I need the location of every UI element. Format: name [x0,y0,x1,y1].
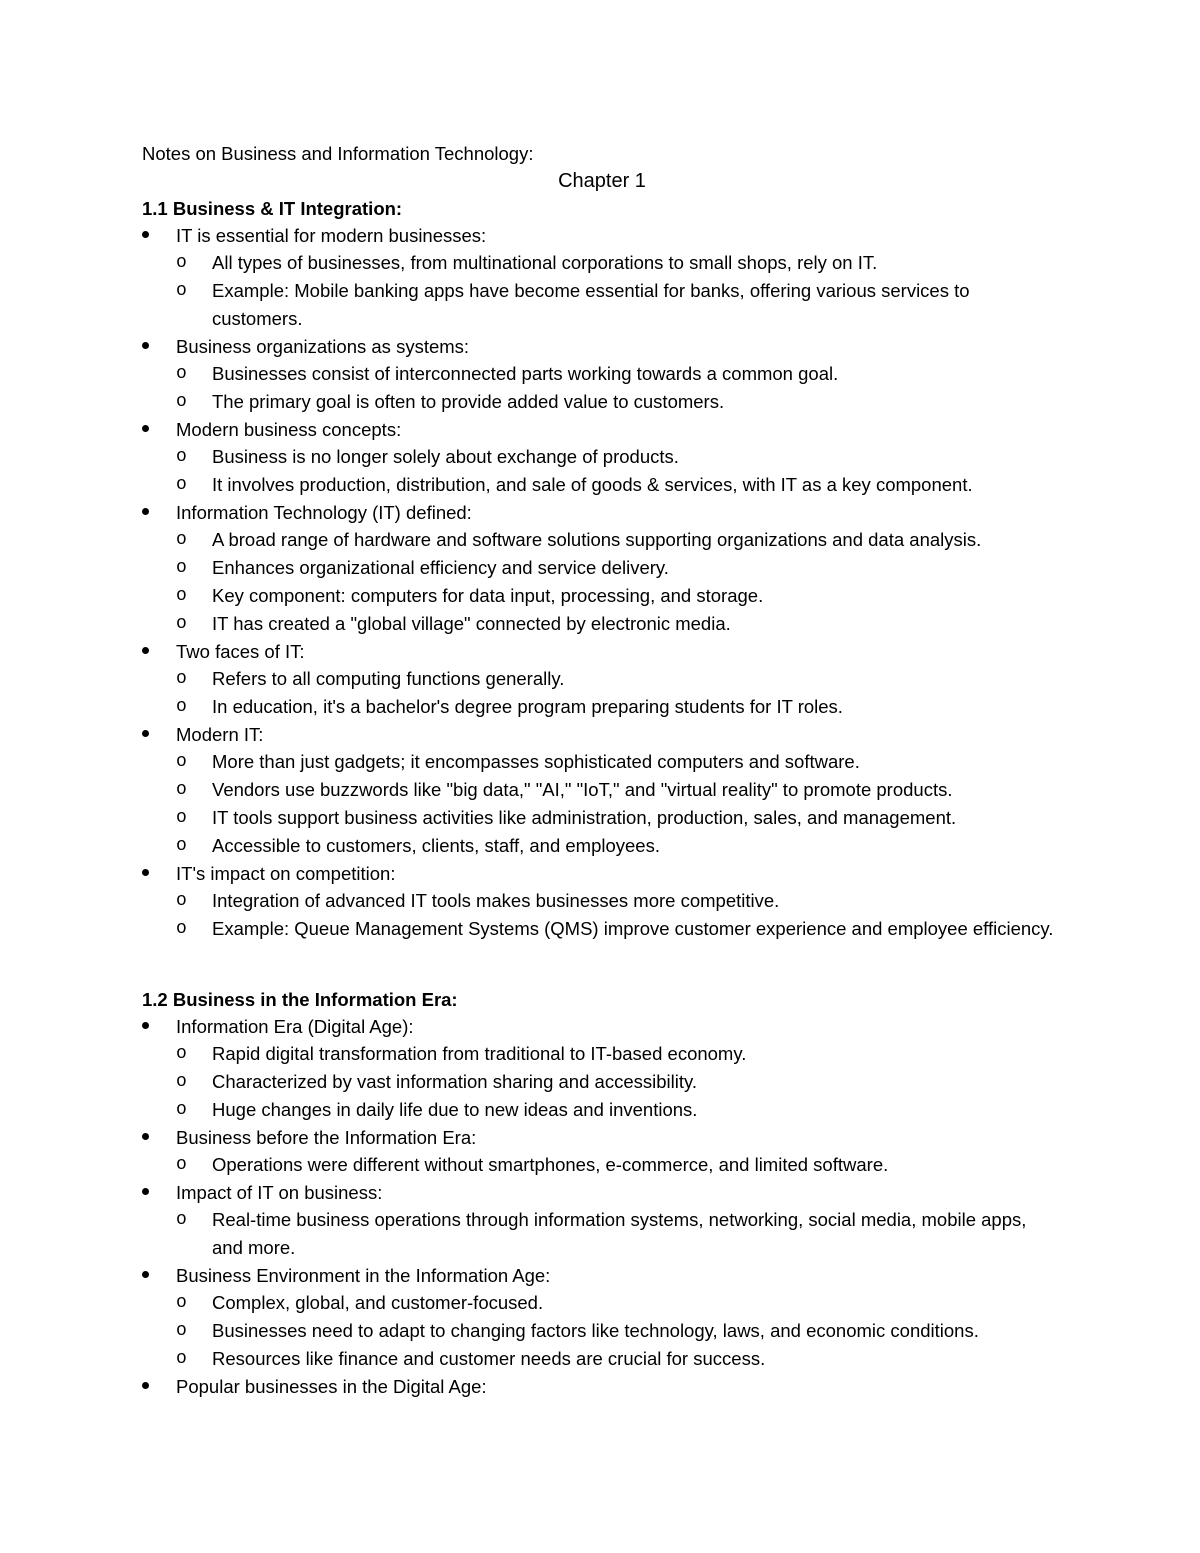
section [142,195,1062,943]
bullet-text: Two faces of IT: [176,641,305,662]
bullet-dot-icon [142,1271,149,1278]
sub-bullet-text: It involves production, distribution, and sale of goods & services, with IT as a key component. [212,474,973,495]
bullet-dot-icon [142,425,149,432]
section [142,986,1062,1400]
sub-bullet-list [176,249,1062,333]
bullet-item [142,1262,1062,1373]
chapter-title: Chapter 1 [558,170,646,192]
sub-bullet-item [142,360,1062,388]
sub-bullet-item [142,471,1062,499]
sub-bullet-item [142,1068,1062,1096]
sub-bullet-item [142,582,1062,610]
bullet-dot-icon [142,730,149,737]
bullet-list [142,222,1062,943]
sub-bullet-item [142,804,1062,832]
bullet-text: Information Era (Digital Age): [176,1016,414,1037]
sub-bullet-marker-icon: o [176,669,187,689]
bullet-dot-icon [142,1188,149,1195]
sub-bullet-marker-icon: o [176,392,187,412]
sub-bullet-item [142,249,1062,277]
document-page [142,141,1062,1400]
sub-bullet-marker-icon: o [176,530,187,550]
sub-bullet-text: Refers to all computing functions generally. [212,668,565,689]
sub-bullet-marker-icon: o [176,281,187,301]
sub-bullet-item [142,693,1062,721]
sub-bullet-text: Characterized by vast information sharing and accessibility. [212,1071,697,1092]
sub-bullet-item [142,526,1062,554]
sub-bullet-item [142,887,1062,915]
sub-bullet-item [142,665,1062,693]
bullet-dot-icon [142,231,149,238]
sub-bullet-text: Complex, global, and customer-focused. [212,1292,544,1313]
sub-bullet-marker-icon: o [176,614,187,634]
bullet-dot-icon [142,647,149,654]
sub-bullet-item [142,1040,1062,1068]
sub-bullet-list [176,443,1062,499]
sub-bullet-text: Accessible to customers, clients, staff, and employees. [212,835,660,856]
bullet-item [142,416,1062,499]
sub-bullet-text: In education, it's a bachelor's degree program preparing students for IT roles. [212,696,843,717]
bullet-dot-icon [142,869,149,876]
bullet-dot-icon [142,508,149,515]
sub-bullet-text: Operations were different without smartphones, e-commerce, and limited software. [212,1154,889,1175]
sub-bullet-marker-icon: o [176,891,187,911]
sub-bullet-item [142,554,1062,582]
bullet-item [142,721,1062,860]
bullet-text: Business before the Information Era: [176,1127,477,1148]
bullet-text: Impact of IT on business: [176,1182,383,1203]
sub-bullet-text: A broad range of hardware and software solutions supporting organizations and data analysis. [212,529,982,550]
document-title: Notes on Business and Information Technology: [142,143,534,164]
sub-bullet-list [176,1206,1062,1262]
bullet-text: Modern business concepts: [176,419,402,440]
sub-bullet-item [142,1151,1062,1179]
bullet-item [142,860,1062,943]
bullet-dot-icon [142,1022,149,1029]
sub-bullet-item [142,776,1062,804]
sub-bullet-marker-icon: o [176,1321,187,1341]
sub-bullet-item [142,1206,1062,1262]
sub-bullet-marker-icon: o [176,1293,187,1313]
sub-bullet-list [176,1289,1062,1373]
sub-bullet-item [142,277,1062,333]
sub-bullet-item [142,388,1062,416]
sub-bullet-text: Businesses need to adapt to changing factors like technology, laws, and economic conditions. [212,1320,979,1341]
sub-bullet-marker-icon: o [176,836,187,856]
bullet-text: Business Environment in the Information Age: [176,1265,551,1286]
sub-bullet-marker-icon: o [176,364,187,384]
sub-bullet-marker-icon: o [176,1072,187,1092]
sub-bullet-item [142,610,1062,638]
sub-bullet-list [176,1040,1062,1124]
sub-bullet-marker-icon: o [176,1044,187,1064]
sub-bullet-text: Key component: computers for data input, processing, and storage. [212,585,764,606]
bullet-item [142,1179,1062,1262]
bullet-item [142,1124,1062,1179]
sub-bullet-item [142,1317,1062,1345]
section-heading: 1.1 Business & IT Integration: [142,198,403,219]
sub-bullet-item [142,1345,1062,1373]
sub-bullet-list [176,360,1062,416]
bullet-list [142,1013,1062,1400]
sub-bullet-text: Example: Mobile banking apps have become essential for banks, offering various services to customers. [212,280,970,329]
sub-bullet-item [142,832,1062,860]
sub-bullet-marker-icon: o [176,1100,187,1120]
bullet-text: Business organizations as systems: [176,336,470,357]
sub-bullet-item [142,915,1062,943]
sub-bullet-text: Example: Queue Management Systems (QMS) improve customer experience and employee efficiency. [212,918,1054,939]
section-heading: 1.2 Business in the Information Era: [142,989,458,1010]
bullet-dot-icon [142,1133,149,1140]
bullet-item [142,638,1062,721]
sub-bullet-marker-icon: o [176,1155,187,1175]
sub-bullet-marker-icon: o [176,558,187,578]
bullet-dot-icon [142,342,149,349]
sub-bullet-marker-icon: o [176,752,187,772]
bullet-item [142,333,1062,416]
sub-bullet-text: IT has created a "global village" connected by electronic media. [212,613,731,634]
bullet-item [142,499,1062,638]
sub-bullet-list [176,748,1062,860]
bullet-text: Popular businesses in the Digital Age: [176,1376,487,1397]
bullet-text: IT's impact on competition: [176,863,396,884]
bullet-item [142,222,1062,333]
sub-bullet-list [176,887,1062,943]
sub-bullet-item [142,1096,1062,1124]
sub-bullet-text: The primary goal is often to provide added value to customers. [212,391,725,412]
sub-bullet-marker-icon: o [176,1210,187,1230]
bullet-dot-icon [142,1382,149,1389]
sub-bullet-text: Integration of advanced IT tools makes businesses more competitive. [212,890,780,911]
sub-bullet-marker-icon: o [176,780,187,800]
sub-bullet-text: Rapid digital transformation from traditional to IT-based economy. [212,1043,747,1064]
sections-container [142,195,1062,1400]
sub-bullet-text: More than just gadgets; it encompasses sophisticated computers and software. [212,751,860,772]
bullet-text: Information Technology (IT) defined: [176,502,472,523]
section-spacer [142,943,1062,986]
sub-bullet-marker-icon: o [176,697,187,717]
bullet-item [142,1373,1062,1400]
sub-bullet-text: All types of businesses, from multinational corporations to small shops, rely on IT. [212,252,878,273]
bullet-item [142,1013,1062,1124]
sub-bullet-text: IT tools support business activities like administration, production, sales, and management. [212,807,957,828]
sub-bullet-text: Business is no longer solely about exchange of products. [212,446,679,467]
sub-bullet-marker-icon: o [176,919,187,939]
sub-bullet-text: Resources like finance and customer needs are crucial for success. [212,1348,766,1369]
bullet-text: Modern IT: [176,724,264,745]
sub-bullet-text: Enhances organizational efficiency and service delivery. [212,557,669,578]
sub-bullet-marker-icon: o [176,253,187,273]
sub-bullet-marker-icon: o [176,447,187,467]
sub-bullet-marker-icon: o [176,475,187,495]
sub-bullet-item [142,1289,1062,1317]
sub-bullet-list [176,665,1062,721]
sub-bullet-marker-icon: o [176,1349,187,1369]
sub-bullet-marker-icon: o [176,808,187,828]
sub-bullet-marker-icon: o [176,586,187,606]
sub-bullet-text: Vendors use buzzwords like "big data," "AI," "IoT," and "virtual reality" to promote products. [212,779,953,800]
sub-bullet-item [142,748,1062,776]
sub-bullet-text: Real-time business operations through information systems, networking, social media, mobile apps, and more. [212,1209,1027,1258]
sub-bullet-item [142,443,1062,471]
sub-bullet-text: Huge changes in daily life due to new ideas and inventions. [212,1099,698,1120]
sub-bullet-text: Businesses consist of interconnected parts working towards a common goal. [212,363,839,384]
sub-bullet-list [176,1151,1062,1179]
sub-bullet-list [176,526,1062,638]
bullet-text: IT is essential for modern businesses: [176,225,487,246]
